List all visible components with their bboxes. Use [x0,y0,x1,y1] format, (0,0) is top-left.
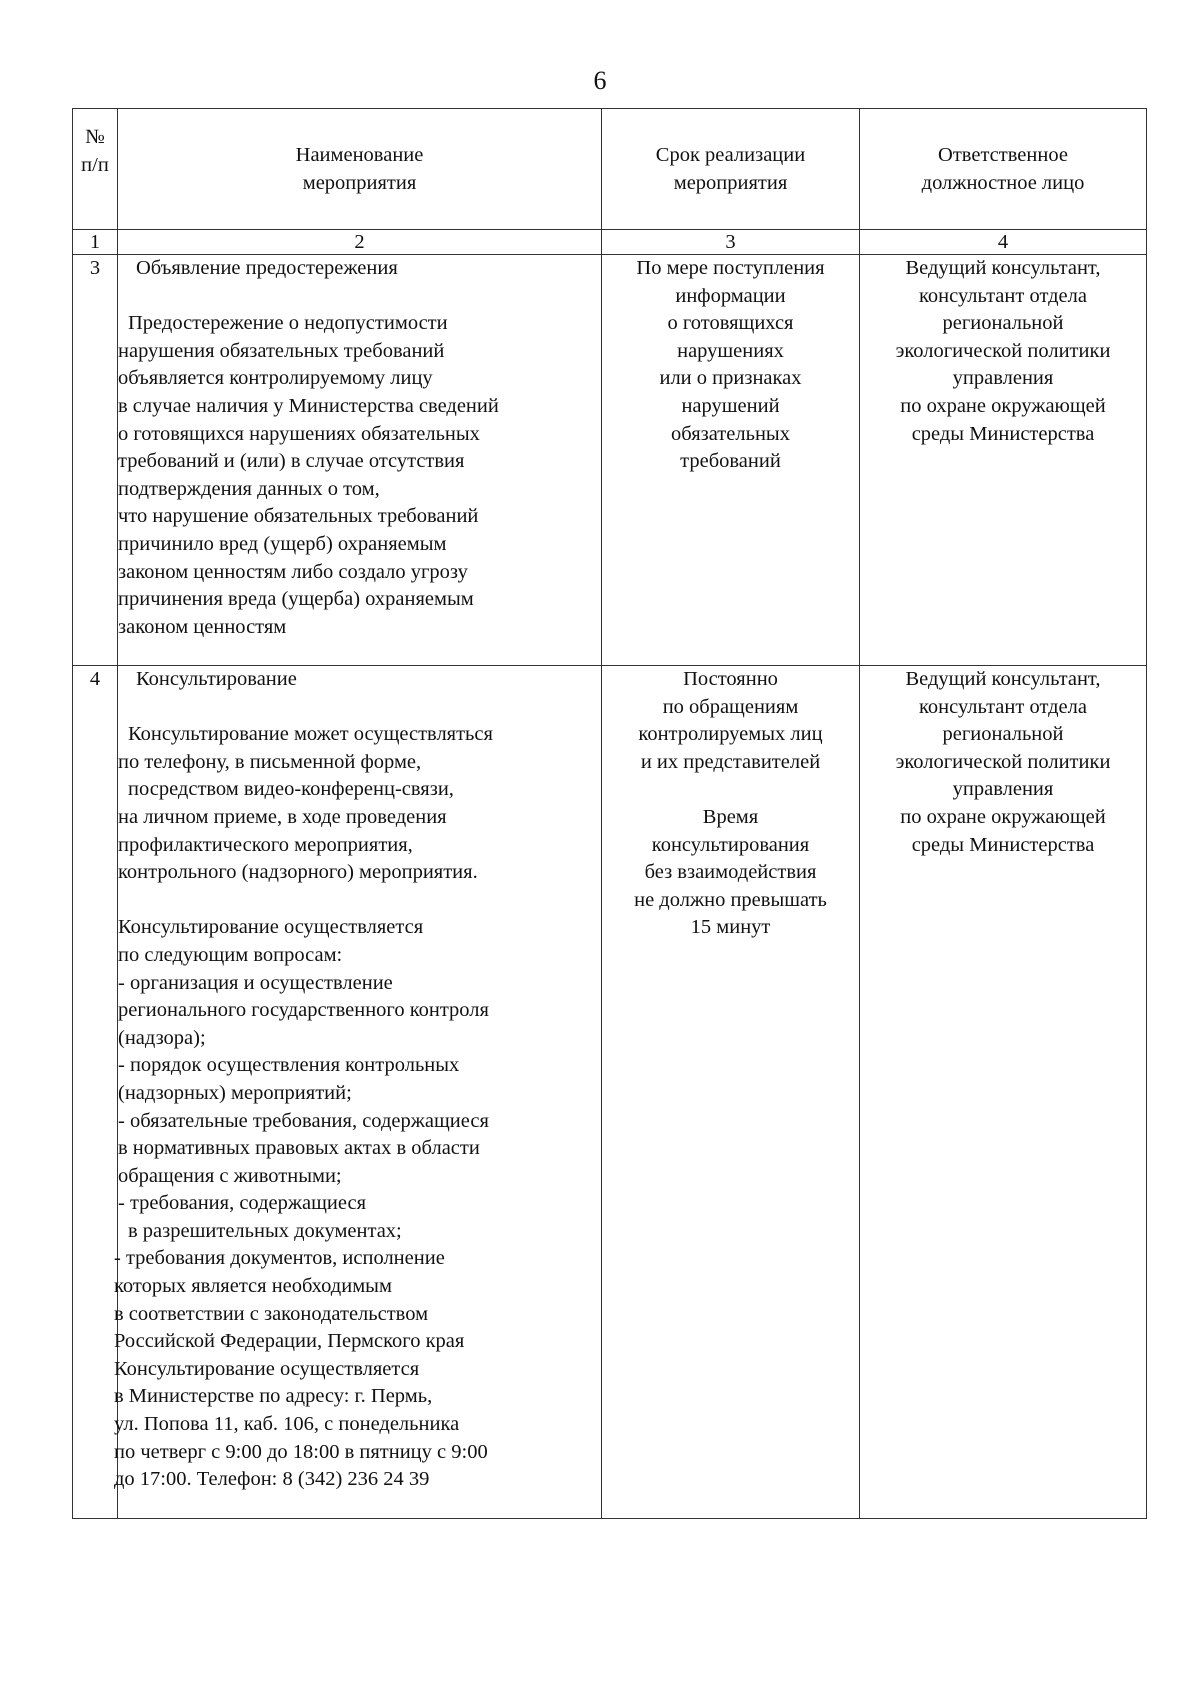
description-line: регионального государственного контроля [118,999,489,1022]
description-line: нарушения обязательных требований [118,339,445,362]
header-resp-line: Ответственное [938,144,1068,166]
header-number-line: № [85,126,105,148]
description-line: по четверг с 9:00 до 18:00 в пятницу с 9:00 [114,1440,488,1463]
paragraph-gap [118,887,601,915]
responsible-line: по охране окружающей [900,394,1106,417]
description-line: ул. Попова 11, каб. 106, с понедельника [114,1413,460,1436]
event-description [114,666,602,1519]
responsible-line: среды Министерства [911,833,1095,856]
description-line: законом ценностям либо создало угрозу [118,560,468,583]
description-line: профилактического мероприятия, [118,833,413,856]
header-name-line: Наименование [295,144,424,166]
responsible-line: консультант отдела [918,695,1087,718]
events-table [72,108,1147,1519]
header-resp-line: должностное лицо [921,172,1085,194]
description-line: причинило вред (ущерб) охраняемым [118,532,447,555]
term-line: нарушений [681,394,780,417]
description-line: подтверждения данных о том, [118,477,380,500]
header-term-line: Срок реализации [655,144,806,166]
description-line: Консультирование может осуществляться [128,723,493,746]
description-line: объявляется контролируемому лицу [118,367,433,390]
page-number: 6 [593,66,607,95]
paragraph-gap [118,694,601,722]
description-line: до 17:00. Телефон: 8 (342) 236 24 39 [114,1468,430,1491]
term-line: или о признаках [659,367,802,390]
description-line: посредством видео-конференц-связи, [128,778,454,801]
row-number: 3 [73,255,118,666]
description-line: в Министерстве по адресу: г. Пермь, [114,1385,433,1408]
description-line: требований и (или) в случае отсутствия [118,450,465,473]
responsible-line: Ведущий консультант, [905,668,1101,690]
responsible-line: управления [952,367,1054,390]
term-line: информации [675,284,786,307]
table-row-4 [73,666,1147,1519]
event-title: Объявление предостережения [136,257,398,279]
event-term [602,255,860,666]
description-line: - обязательные требования, содержащиеся [118,1109,489,1132]
description-line: - порядок осуществления контрольных [118,1054,460,1077]
responsible-line: экологической политики [895,339,1111,362]
description-line: контрольного (надзорного) мероприятия. [118,861,478,884]
header-number-line: п/п [81,154,109,176]
term-line: По мере поступления [636,257,825,279]
header-term [602,109,860,230]
description-line: по телефону, в письменной форме, [118,750,422,773]
term-line: не должно превышать [634,888,827,911]
header-term-line: мероприятия [673,172,788,194]
responsible-line: экологической политики [895,750,1111,773]
header-number [73,109,118,230]
term-line: по обращениям [662,695,799,718]
column-index: 1 [73,230,118,255]
event-responsible [860,255,1147,666]
column-index: 3 [602,230,860,255]
table-header-row [73,109,1147,230]
description-line: причинения вреда (ущерба) охраняемым [118,588,474,611]
term-line: обязательных [671,422,790,445]
description-line: Предостережение о недопустимости [128,312,448,335]
responsible-line: управления [952,778,1054,801]
column-index: 2 [118,230,602,255]
header-responsible [860,109,1147,230]
description-line: в нормативных правовых актах в области [118,1137,480,1160]
event-description [118,255,602,666]
term-line: нарушениях [677,339,784,362]
column-index-row [73,230,1147,255]
column-index: 4 [860,230,1147,255]
table-row-3 [73,255,1147,666]
responsible-line: консультант отдела [918,284,1087,307]
description-line: в случае наличия у Министерства сведений [118,394,499,417]
responsible-line: среды Министерства [911,422,1095,445]
description-line: (надзорных) мероприятий; [118,1081,352,1104]
event-term [602,666,860,1519]
term-line: о готовящихся [667,312,794,335]
description-line: (надзора); [118,1026,206,1049]
description-line: в соответствии с законодательством [114,1302,429,1325]
header-name-line: мероприятия [302,172,417,194]
paragraph-gap [118,283,601,311]
description-line: по следующим вопросам: [118,943,343,966]
description-line: законом ценностям [118,615,287,638]
responsible-line: по охране окружающей [900,805,1106,828]
description-line: обращения с животными; [118,1164,342,1187]
description-line: - требования документов, исполнение [114,1247,445,1270]
description-line: на личном приеме, в ходе проведения [118,805,447,828]
description-line: которых является необходимым [114,1275,392,1298]
term-line: без взаимодействия [644,861,817,884]
term-line: контролируемых лиц [638,723,823,746]
event-responsible [860,666,1147,1519]
term-line: требований [680,450,781,473]
description-line: Консультирование осуществляется [118,916,424,939]
row-number: 4 [73,666,118,1519]
term-line: 15 минут [690,916,771,939]
responsible-line: Ведущий консультант, [905,257,1101,279]
description-line: Российской Федерации, Пермского края [114,1330,465,1353]
description-line: в разрешительных документах; [128,1219,402,1242]
description-line: Консультирование осуществляется [114,1357,420,1380]
description-line: о готовящихся нарушениях обязательных [118,422,480,445]
term-line: консультирования [651,833,810,856]
header-event-name [118,109,602,230]
responsible-line: региональной [942,312,1064,335]
event-title: Консультирование [136,668,297,690]
term-line: Постоянно [683,668,778,690]
paragraph-gap [602,776,859,804]
responsible-line: региональной [942,723,1064,746]
description-line: - организация и осуществление [118,971,393,994]
description-line: что нарушение обязательных требований [118,505,479,528]
term-line: и их представителей [640,750,821,773]
description-line: - требования, содержащиеся [118,1192,367,1215]
term-line: Время [702,805,759,828]
